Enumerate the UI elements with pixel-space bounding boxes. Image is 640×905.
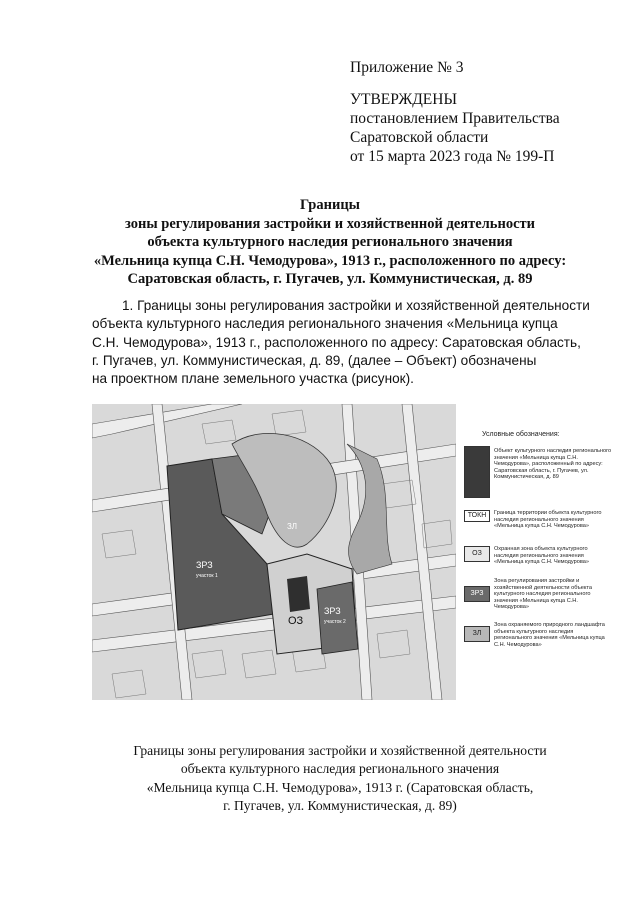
body-paragraph: [92, 297, 602, 388]
caption-line: г. Пугачев, ул. Коммунистическая, д. 89): [223, 797, 457, 813]
title-line: «Мельница купца С.Н. Чемодурова», 1913 г., расположенного по адресу:: [93, 252, 567, 269]
paragraph-line: г. Пугачев, ул. Коммунистическая, д. 89, (далее – Объект) обозначены: [92, 352, 537, 368]
title-line: зоны регулирования застройки и хозяйственной деятельности: [125, 215, 535, 232]
approval-block: [350, 58, 620, 166]
title-line: Саратовская область, г. Пугачев, ул. Коммунистическая, д. 89: [127, 271, 533, 287]
caption-line: Границы зоны регулирования застройки и хозяйственной деятельности: [133, 743, 547, 758]
legend-text: Охранная зона объекта культурного наследия регионального значения «Мельница купца С.Н. Чемодурова»: [494, 546, 589, 566]
map-label-oz: ОЗ: [288, 615, 304, 627]
legend-text: Объект культурного наследия регионального значения «Мельница купца С.Н. Чемодурова», расположенный по адресу: Саратовская область, г. Пугачев, ул. Коммунистическая, д. 89: [494, 448, 612, 481]
paragraph-line: объекта культурного наследия регионального значения «Мельница купца: [92, 316, 558, 332]
paragraph-line: 1. Границы зоны регулирования застройки и хозяйственной деятельности: [122, 298, 590, 313]
paragraph-line: на проектном плане земельного участка (рисунок).: [92, 371, 414, 387]
legend-heading: Условные обозначения:: [482, 431, 560, 438]
legend-swatch: [464, 446, 490, 498]
approval-line: постановлением Правительства: [350, 110, 560, 127]
legend-text: Граница территории объекта культурного наследия регионального значения «Мельница купца С.Н. Чемодурова»: [494, 510, 602, 530]
figure-caption: [130, 742, 550, 815]
caption-line: объекта культурного наследия регионального значения: [180, 761, 500, 777]
approval-line: Саратовской области: [350, 129, 489, 146]
approval-date: от 15 марта 2023 года № 199-П: [350, 148, 555, 165]
legend-swatch: ЗРЗ: [464, 586, 490, 602]
title-line: объекта культурного наследия регионального значения: [147, 234, 513, 250]
appendix-number: Приложение № 3: [350, 59, 464, 76]
map-label-zrz-1: ЗРЗ: [196, 560, 213, 570]
legend-text: Зона регулирования застройки и хозяйственной деятельности объекта культурного наследия регионального значения «Мельница купца С.Н. Чемодурова»: [494, 578, 592, 611]
legend-swatch: ТОКН: [464, 510, 490, 522]
title-line: Границы: [299, 197, 360, 213]
map-label-zrz-1-sub: участок 1: [196, 573, 218, 579]
map-label-zl: ЗЛ: [287, 522, 297, 531]
map-legend: [460, 426, 610, 666]
document-title: [60, 196, 600, 289]
map-label-zrz-2-sub: участок 2: [324, 619, 346, 625]
legend-text: Зона охраняемого природного ландшафта объекта культурного наследия регионального значения «Мельница купца С.Н. Чемодурова»: [494, 622, 605, 648]
site-plan-map: [92, 404, 456, 700]
legend-swatch: ОЗ: [464, 546, 490, 562]
paragraph-line: С.Н. Чемодурова», 1913 г., расположенного по адресу: Саратовская область,: [92, 334, 581, 350]
map-label-zrz-2: ЗРЗ: [324, 606, 341, 616]
legend-swatch: ЗЛ: [464, 626, 490, 642]
approved-heading: УТВЕРЖДЕНЫ: [350, 91, 457, 108]
caption-line: «Мельница купца С.Н. Чемодурова», 1913 г. (Саратовская область,: [146, 779, 534, 795]
